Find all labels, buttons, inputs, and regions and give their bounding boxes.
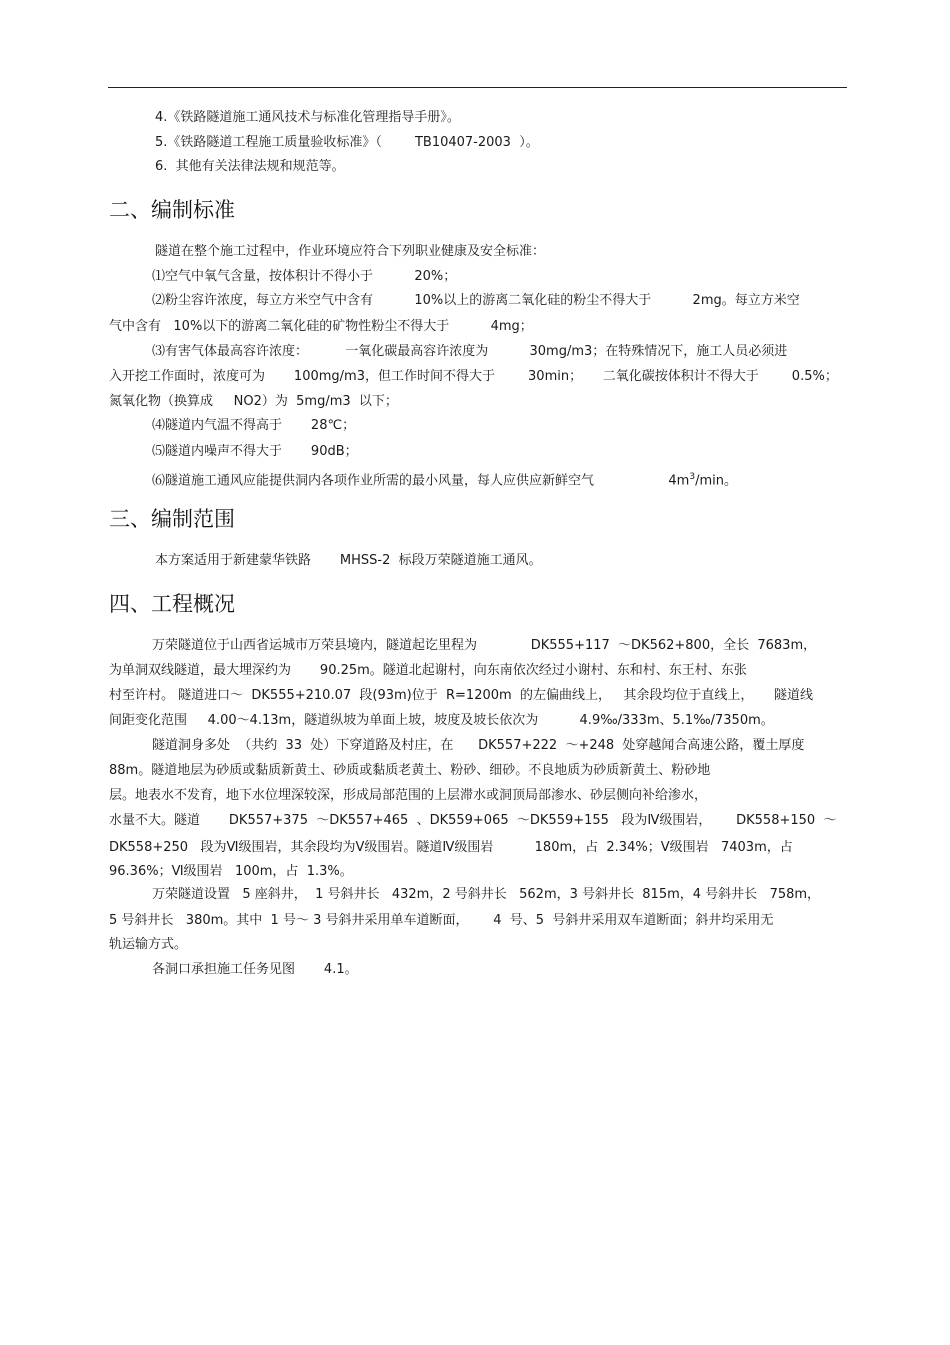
reference-item-5: 5.《铁路隧道工程施工质量验收标准》（ TB10407-2003 ）。 (155, 135, 539, 150)
section-heading-standards: 二、编制标准 (109, 198, 235, 222)
standard-dust-line2: 气中含有 10%以下的游离二氧化硅的矿物性粉尘不得大于 4mg； (109, 319, 533, 334)
overview-p2-line2: 88m。隧道地层为砂质或黏质新黄土、砂质或黏质老黄土、粉砂、细砂。不良地质为砂质新黄土、粉砂地 (109, 763, 711, 778)
overview-p2-line5: DK558+250 段为Ⅵ级围岩，其余段均为Ⅴ级围岩。隧道Ⅳ级围岩 180m，占 2.34%；Ⅴ级围岩 7403m，占 (109, 840, 793, 855)
standard-dust-line1: ⑵粉尘容许浓度，每立方米空气中含有 10%以上的游离二氧化硅的粉尘不得大于 2mg。每立方米空 (152, 293, 800, 308)
standards-intro: 隧道在整个施工过程中，作业环境应符合下列职业健康及安全标准： (155, 244, 546, 259)
overview-p4: 各洞口承担施工任务见图 4.1。 (152, 962, 358, 977)
overview-p3-line1: 万荣隧道设置 5 座斜井， 1 号斜井长 432m，2 号斜井长 562m，3 号斜井长 815m，4 号斜井长 758m， (152, 887, 821, 902)
overview-p1-line4: 间距变化范围 4.00～4.13m，隧道纵坡为单面上坡，坡度及坡长依次为 4.9‰/333m、5.1‰/7350m。 (109, 713, 774, 728)
standard-noise: ⑸隧道内噪声不得大于 90dB； (152, 444, 358, 459)
standard-oxygen: ⑴空气中氧气含量，按体积计不得小于 20%； (152, 269, 457, 284)
standard-temperature: ⑷隧道内气温不得高于 28℃； (152, 418, 356, 433)
standard-ventilation-text: ⑹隧道施工通风应能提供洞内各项作业所需的最小风量，每人应供应新鲜空气 4m (152, 473, 690, 489)
standard-gas-line3: 氮氧化物（换算成 NO2）为 5mg/m3 以下； (109, 394, 398, 409)
section-heading-overview: 四、工程概况 (109, 592, 235, 616)
overview-p1-line3: 村至许村。 隧道进口～ DK555+210.07 段(93m)位于 R=1200m 的左偏曲线上， 其余段均位于直线上， 隧道线 (109, 688, 814, 703)
header-rule (108, 87, 847, 88)
standard-ventilation (152, 469, 737, 489)
standard-gas-line1: ⑶有害气体最高容许浓度： 一氧化碳最高容许浓度为 30mg/m3；在特殊情况下，施工人员必须进 (152, 344, 788, 359)
section-heading-scope: 三、编制范围 (109, 507, 235, 531)
standard-gas-line2: 入开挖工作面时，浓度可为 100mg/m3，但工作时间不得大于 30min； 二氧化碳按体积计不得大于 0.5%； (109, 369, 838, 384)
overview-p1-line2: 为单洞双线隧道，最大埋深约为 90.25m。隧道北起谢村，向东南依次经过小谢村、东和村、东王村、东张 (109, 663, 747, 678)
overview-p3-line3: 轨运输方式。 (109, 937, 188, 952)
scope-body: 本方案适用于新建蒙华铁路 MHSS-2 标段万荣隧道施工通风。 (155, 553, 542, 568)
superscript-3: 3 (689, 472, 696, 482)
overview-p3-line2: 5 号斜井长 380m。其中 1 号～ 3 号斜井采用单车道断面， 4 号、5 号斜井采用双车道断面；斜井均采用无 (109, 913, 774, 928)
overview-p2-line6: 96.36%；Ⅵ级围岩 100m，占 1.3%。 (109, 864, 353, 879)
overview-p2-line3: 层。地表水不发育，地下水位埋深较深，形成局部范围的上层滞水或洞顶局部渗水、砂层侧向补给渗水， (109, 788, 708, 803)
reference-item-4: 4.《铁路隧道施工通风技术与标准化管理指导手册》。 (155, 110, 460, 125)
overview-p2-line4: 水量不大。隧道 DK557+375 ～DK557+465 、DK559+065 ～DK559+155 段为Ⅳ级围岩， DK558+150 ～ (109, 813, 837, 828)
standard-ventilation-unit: /min。 (695, 473, 737, 489)
overview-p1-line1: 万荣隧道位于山西省运城市万荣县境内，隧道起讫里程为 DK555+117 ～DK562+800，全长 7683m， (152, 638, 817, 653)
reference-item-6: 6. 其他有关法律法规和规范等。 (155, 159, 345, 174)
overview-p2-line1: 隧道洞身多处 （共约 33 处）下穿道路及村庄，在 DK557+222 ～+248 处穿越闻合高速公路，覆土厚度 (152, 738, 805, 753)
